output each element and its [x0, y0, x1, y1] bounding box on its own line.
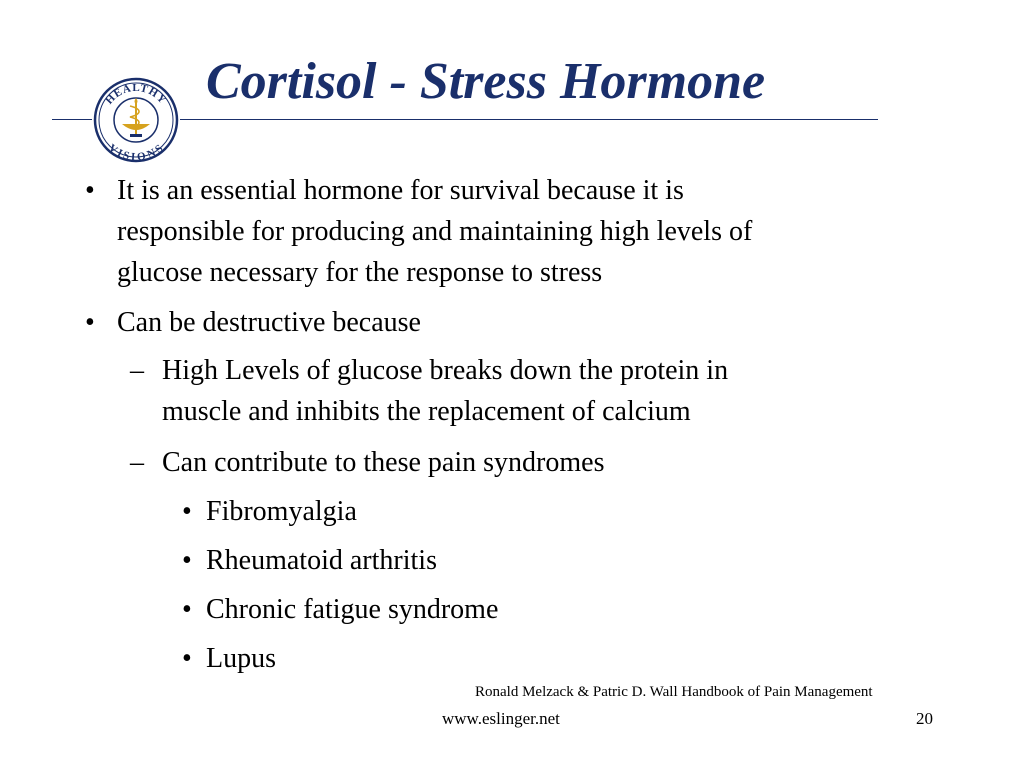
svg-text:VISIONS: VISIONS [106, 141, 167, 164]
svg-text:HEALTHY: HEALTHY [103, 82, 169, 107]
slide-title: Cortisol - Stress Hormone [206, 53, 766, 110]
page-number: 20 [916, 709, 933, 728]
logo-seal-icon [92, 76, 180, 164]
sub-bullet-2-line-1: Can contribute to these pain syndromes [162, 447, 605, 478]
syndrome-item: Chronic fatigue syndrome [206, 594, 499, 625]
bullet-marker: • [182, 545, 192, 576]
bullet-1-line-3: glucose necessary for the response to stress [117, 257, 603, 288]
citation: Ronald Melzack & Patric D. Wall Handbook of Pain Management [475, 684, 873, 700]
dash-marker: – [130, 447, 144, 478]
sub-bullet-1-line-2: muscle and inhibits the replacement of calcium [162, 396, 691, 427]
sub-bullet-1-line-1: High Levels of glucose breaks down the protein in [162, 355, 729, 386]
bullet-marker: • [182, 594, 192, 625]
syndrome-item: Rheumatoid arthritis [206, 545, 437, 576]
syndrome-item: Fibromyalgia [206, 496, 357, 527]
bullet-1-line-1: It is an essential hormone for survival because it is [117, 175, 684, 206]
footer-url: www.eslinger.net [442, 709, 560, 728]
bullet-2-line-1: Can be destructive because [117, 307, 421, 338]
dash-marker: – [130, 355, 144, 386]
bullet-marker: • [85, 307, 95, 338]
bullet-1-line-2: responsible for producing and maintaining high levels of [117, 216, 753, 247]
bullet-marker: • [182, 496, 192, 527]
bullet-marker: • [182, 643, 192, 674]
syndrome-item: Lupus [206, 643, 276, 674]
bullet-marker: • [85, 175, 95, 206]
healthy-visions-logo [92, 76, 180, 164]
